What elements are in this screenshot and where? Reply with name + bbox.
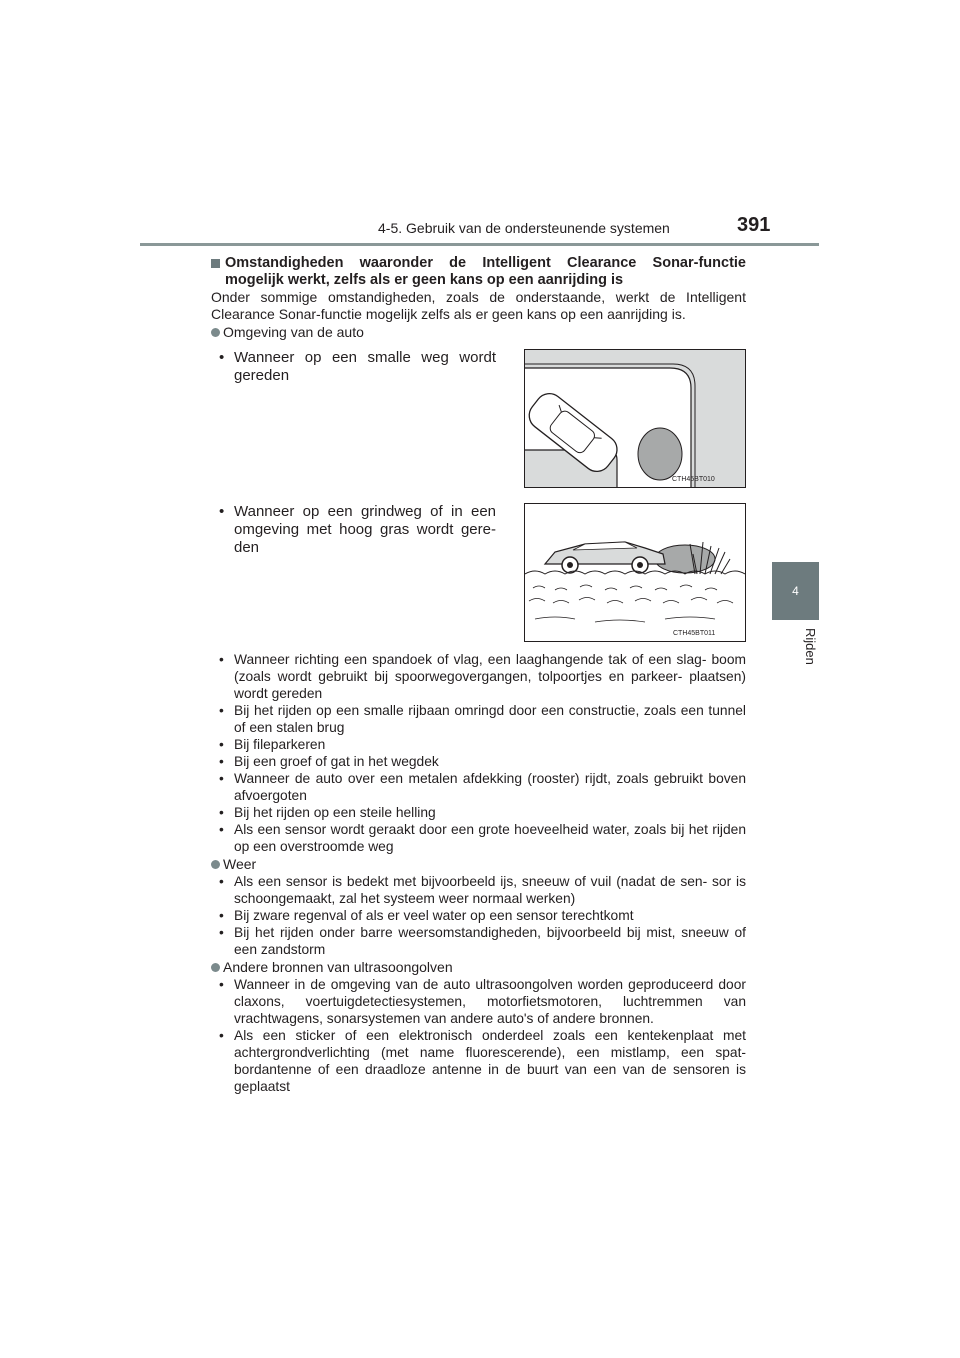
page-number: 391 (737, 214, 771, 236)
list-item: • Wanneer op een grindweg of in een omgeving met hoog gras wordt gere- den (219, 503, 496, 556)
group-title (211, 959, 746, 976)
bullet-list (211, 651, 746, 855)
chapter-label (783, 628, 818, 688)
circle-bullet-icon (211, 860, 220, 869)
narrow-road-illustration (525, 350, 745, 487)
figure-text (211, 349, 496, 385)
bullet-list (211, 873, 746, 958)
list-item: • Bij zware regenval of als er veel water op een sensor terechtkomt (219, 908, 634, 923)
list-item: • Bij fileparkeren (219, 737, 326, 752)
page-content (211, 255, 746, 1095)
circle-bullet-icon (211, 328, 220, 337)
figure-row (211, 503, 746, 643)
list-item: • Bij het rijden onder barre weersomstandigheden, bijvoorbeeld bij mist, sneeuw of een zandstorm (219, 925, 746, 957)
figure-row (211, 349, 746, 495)
gravel-road-illustration (525, 504, 745, 641)
chapter-label-text: Rijden (803, 628, 818, 665)
group-title-text: Andere bronnen van ultrasoongolven (223, 959, 453, 975)
list-item: • Als een sensor is bedekt met bijvoorbeeld ijs, sneeuw of vuil (nadat de sen- sor is schoongemaakt, zal het systeem weer normaal werken) (219, 874, 746, 906)
figure-narrow-road (524, 349, 746, 488)
list-item: • Bij het rijden op een smalle rijbaan omringd door een constructie, zoals een tunnel of een stalen brug (219, 703, 746, 735)
circle-bullet-icon (211, 963, 220, 972)
list-item: • Wanneer richting een spandoek of vlag, een laaghangende tak of een slag- boom (zoals wordt gebruikt bij spoorwegovergangen, tolpoortjes en parkeer- plaatsen) wordt gereden (219, 652, 746, 701)
list-item: • Wanneer de auto over een metalen afdekking (rooster) rijdt, zoals gebruikt boven afvoergoten (219, 771, 746, 803)
figure-gravel-grass (524, 503, 746, 642)
list-item: • Bij het rijden op een steile helling (219, 805, 436, 820)
group-title (211, 856, 746, 873)
list-item: • Wanneer in de omgeving van de auto ultrasoongolven worden geproduceerd door claxons, voertuigdetectiesystemen, motorfietsmotoren, luchtremmen van vrachtwagens, sonarsystemen van andere auto's of andere bronnen. (219, 977, 746, 1026)
section-heading (211, 255, 746, 289)
square-bullet-icon (211, 259, 220, 268)
group-title-text: Weer (223, 856, 257, 872)
running-header: 4-5. Gebruik van de ondersteunende systemen (378, 220, 670, 236)
list-item: • Als een sensor wordt geraakt door een grote hoeveelheid water, zoals bij het rijden op een overstroomde weg (219, 822, 746, 854)
figure-code: CTH45BT011 (673, 630, 716, 637)
header-divider (140, 243, 819, 246)
figure-text (211, 503, 496, 557)
group-title-text: Omgeving van de auto (223, 324, 364, 340)
figure-code: CTH45BT010 (672, 476, 715, 483)
section-intro: Onder sommige omstandigheden, zoals de onderstaande, werkt de Intelligent Clearance Sonar-functie mogelijk zelfs als er geen kans op een aanrijding is. (211, 289, 746, 322)
chapter-number: 4 (792, 584, 799, 598)
group-title (211, 324, 746, 341)
list-item: • Bij een groef of gat in het wegdek (219, 754, 439, 769)
section-heading-text: Omstandigheden waaronder de Intelligent Clearance Sonar-functie mogelijk werkt, zelfs als er geen kans op een aanrijding is (225, 255, 746, 288)
bullet-list (211, 976, 746, 1095)
list-item: • Als een sticker of een elektronisch onderdeel zoals een kentekenplaat met achtergrondverlichting (met name fluorescerende), een mistlamp, een spat- bordantenne of een draadloze antenne in de buurt van een van de sensoren is geplaatst (219, 1028, 746, 1094)
list-item: • Wanneer op een smalle weg wordt gereden (219, 349, 496, 384)
chapter-tab (772, 562, 819, 620)
